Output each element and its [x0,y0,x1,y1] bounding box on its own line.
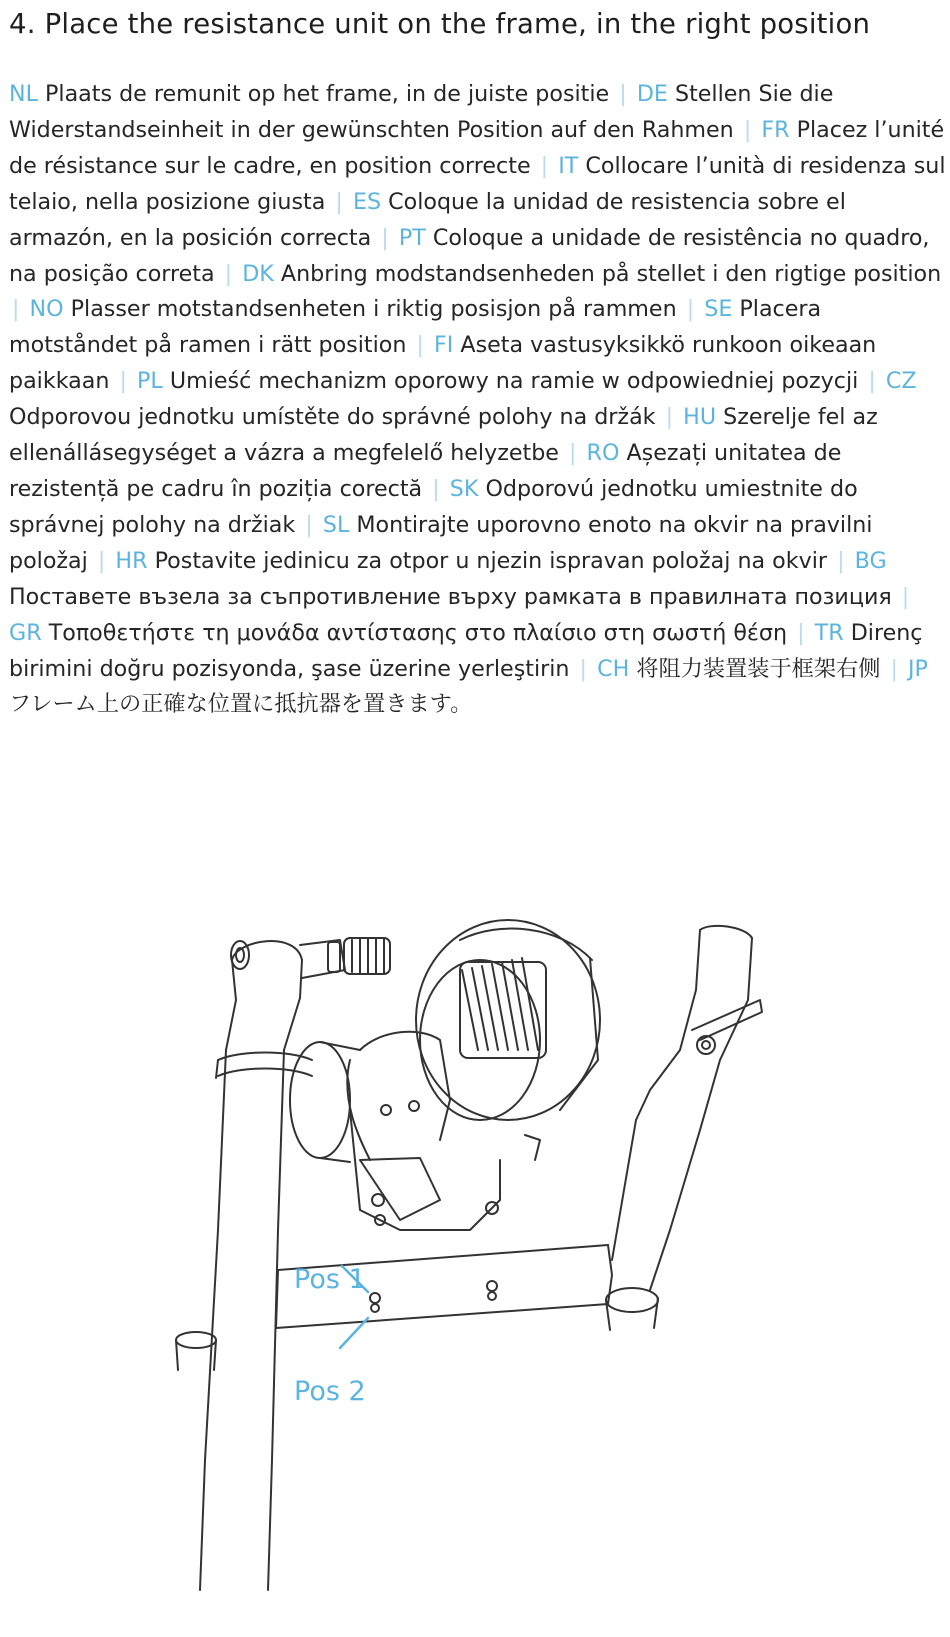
separator: | [686,296,695,323]
translation-dk: Anbring modstandsenheden på stellet i den rigtige position [280,260,942,287]
translation-sl: Montirajte uporovno enoto na okvir na pravilni položaj [9,511,873,574]
separator: | [569,440,577,467]
separator: | [797,619,805,646]
translation-ch: 将阻力装置装于框架右侧 [636,655,881,682]
translation-hr: Postavite jedinicu za otpor u njezin ispravan položaj na okvir [154,547,828,574]
separator: | [837,547,845,574]
right-frame-tube [606,926,762,1330]
lang-code-pl: PL [137,368,163,395]
translation-fi: Aseta vastusyksikkö runkoon oikeaan paikkaan [9,332,877,395]
translation-ro: Așezați unitatea de rezistență pe cadru în poziția corectă [9,440,842,502]
lang-code-it: IT [558,152,579,179]
translation-no: Plasser motstandsenheten i riktig posisjon på rammen [70,296,677,323]
page-title: 4. Place the resistance unit on the frame, in the right position [9,8,871,40]
separator: | [97,547,106,574]
translation-it: Collocare l’unità di residenza sul telaio, nella posizione giusta [9,152,946,215]
translation-fr: Placez l’unité de résistance sur le cadre, en position correcte [9,116,945,179]
translation-gr: Τοποθετήστε τη μονάδα αντίστασης στο πλαίσιο στη σωστή θέση [48,619,788,646]
translation-pt: Coloque a unidade de resistência no quadro, na posição correta [9,224,930,287]
lang-code-nl: NL [9,81,38,107]
lang-code-ro: RO [586,440,620,467]
translation-de: Stellen Sie die Widerstandseinheit in der gewünschten Position auf den Rahmen [9,81,834,143]
lang-code-jp: JP [908,655,928,682]
lang-code-tr: TR [814,619,844,646]
translations-paragraph [9,77,947,723]
translation-es: Coloque la unidad de resistencia sobre el armazón, en la posición correcta [9,188,846,251]
lang-code-sk: SK [449,475,479,502]
resistance-unit [290,920,600,1230]
lang-code-pt: PT [398,224,426,251]
trainer-illustration [0,900,950,1600]
separator: | [119,368,127,395]
lang-code-hu: HU [683,404,717,431]
separator: | [224,260,233,287]
separator: | [335,188,343,215]
translation-cz: Odporovou jednotku umístěte do správné polohy na držák [9,404,656,431]
pos-2-label: Pos 2 [294,1376,366,1407]
separator: | [305,511,313,538]
lang-code-fr: FR [761,116,790,143]
lang-code-hr: HR [115,547,148,574]
translation-jp: フレーム上の正確な位置に抵抗器を置きます。 [9,691,473,718]
lang-code-cz: CZ [885,368,917,395]
translation-se: Placera motståndet på ramen i rätt position [9,296,822,359]
lang-code-gr: GR [9,619,42,646]
lang-code-es: ES [352,188,382,215]
translation-bg: Поставете възела за съпротивление върху рамката в правилната позиция [9,583,892,610]
separator: | [579,655,588,682]
lang-code-fi: FI [434,332,454,359]
separator: | [432,475,440,502]
translation-nl: Plaats de remunit op het frame, in de juiste positie [45,81,610,107]
lang-code-se: SE [704,296,733,323]
translation-hu: Szerelje fel az ellenállásegységet a vázra a megfelelő helyzetbe [9,404,878,467]
separator: | [416,332,424,359]
lang-code-dk: DK [242,260,274,287]
separator: | [890,655,898,682]
lang-code-no: NO [29,296,64,323]
separator: | [12,296,20,323]
separator: | [381,224,389,251]
translation-pl: Umieść mechanizm oporowy na ramie w odpowiedniej pozycji [169,368,859,395]
separator: | [868,368,876,395]
translation-sk: Odporovú jednotku umiestnite do správnej polohy na držiak [9,475,858,538]
lang-code-ch: CH [597,655,630,682]
separator: | [743,116,752,143]
separator: | [619,81,627,107]
translation-tr: Direnç birimini doğru pozisyonda, şase üzerine yerleştirin [9,619,923,682]
lang-code-sl: SL [322,511,350,538]
quick-release-knob [300,938,390,978]
separator: | [665,404,674,431]
lang-code-de: DE [636,81,668,107]
separator: | [540,152,549,179]
lang-code-bg: BG [854,547,887,574]
separator: | [901,583,910,610]
pos-1-label: Pos 1 [294,1264,366,1295]
